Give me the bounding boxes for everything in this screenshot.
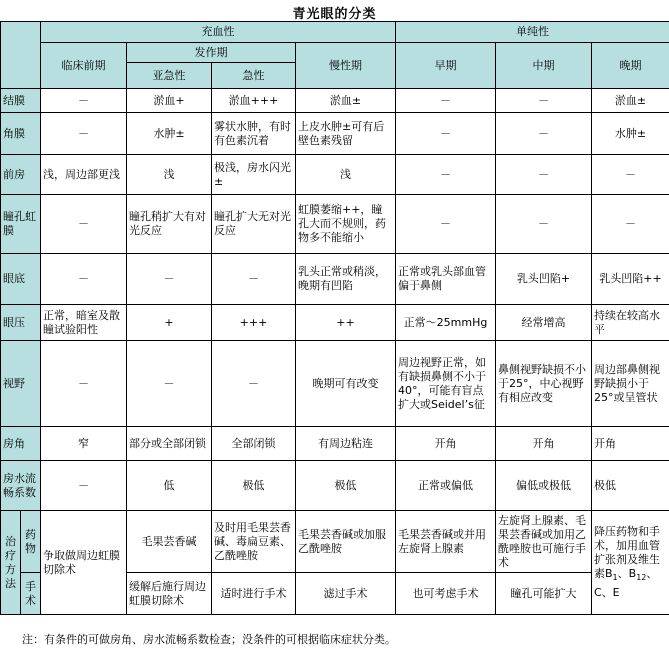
header-acute: 急性 [212, 63, 296, 89]
row-label: 房水流畅系数 [1, 461, 41, 511]
header-early: 早期 [396, 43, 496, 89]
cell: 浅 [296, 155, 396, 195]
cell: 正常～25mmHg [396, 305, 496, 341]
header-simple: 单纯性 [396, 22, 669, 43]
cell: 周边部鼻侧视野缺损小于25°或呈管状 [592, 341, 669, 427]
surgery-label: 手术 [21, 573, 41, 615]
cell: － [41, 195, 127, 254]
cell: － [396, 195, 496, 254]
row-label: 眼底 [1, 254, 41, 305]
row-label: 瞳孔虹膜 [1, 195, 41, 254]
header-late: 晚期 [592, 43, 669, 89]
cell: 也可考虑手术 [396, 573, 496, 615]
cell: － [41, 341, 127, 427]
cell: 窄 [41, 427, 127, 461]
cell: － [396, 155, 496, 195]
cell: 正常，暗室及散瞳试验阳性 [41, 305, 127, 341]
row-outflow [1, 461, 669, 511]
cell: － [212, 341, 296, 427]
cell: ++ [296, 305, 396, 341]
cell: 毛果芸香碱或并用左旋肾上腺素 [396, 511, 496, 573]
cell: 部分或全部闭锁 [127, 427, 212, 461]
cell: 浅 [127, 155, 212, 195]
cell: 开角 [496, 427, 592, 461]
cell: － [496, 155, 592, 195]
cell: － [496, 113, 592, 155]
row-label: 眼压 [1, 305, 41, 341]
cell: 水肿± [127, 113, 212, 155]
cell: 适时进行手术 [212, 573, 296, 615]
cell: 乳头凹陷++ [592, 254, 669, 305]
cell: － [41, 89, 127, 113]
cell: 鼻侧视野缺损不小于25°，中心视野有相应改变 [496, 341, 592, 427]
cell: 浅，周边部更浅 [41, 155, 127, 195]
row-angle [1, 427, 669, 461]
cell: 上皮水肿±可有后壁色素残留 [296, 113, 396, 155]
row-pupil [1, 195, 669, 254]
cell: － [396, 89, 496, 113]
cell: 及时用毛果芸香碱、毒扁豆素、乙酰唑胺 [212, 511, 296, 573]
cell: － [592, 155, 669, 195]
cell: +++ [212, 305, 296, 341]
header-attack: 发作期 [127, 43, 296, 63]
row-treatment-drug [1, 511, 669, 573]
treatment-prodromal: 争取做周边虹膜切除术 [41, 511, 127, 615]
cell: － [212, 254, 296, 305]
cell: 乳头正常或稍淡，晚期有凹陷 [296, 254, 396, 305]
cell: 经常增高 [496, 305, 592, 341]
cell: 虹膜萎缩++，瞳孔大而不规则，药物多不能缩小 [296, 195, 396, 254]
row-label: 房角 [1, 427, 41, 461]
row-conjunctiva [1, 89, 669, 113]
cell: 毛果芸香碱或加服乙酰唑胺 [296, 511, 396, 573]
cell: 淤血+++ [212, 89, 296, 113]
cell: 开角 [592, 427, 669, 461]
row-label: 前房 [1, 155, 41, 195]
corner-header [1, 22, 41, 89]
cell: 偏低或极低 [496, 461, 592, 511]
cell: 持续在较高水平 [592, 305, 669, 341]
cell: 水肿± [592, 113, 669, 155]
cell: 晚期可有改变 [296, 341, 396, 427]
header-prodromal: 临床前期 [41, 43, 127, 89]
treatment-label: 治疗方法 [1, 511, 21, 615]
footnote: 注：有条件的可做房角、房水流畅系数检查；没条件的可根据临床症状分类。 [22, 633, 396, 646]
cell: － [41, 461, 127, 511]
cell: － [41, 254, 127, 305]
cell: 淤血+ [127, 89, 212, 113]
row-fundus [1, 254, 669, 305]
cell: + [127, 305, 212, 341]
row-label: 结膜 [1, 89, 41, 113]
cell: 瞳孔可能扩大 [496, 573, 592, 615]
row-label: 视野 [1, 341, 41, 427]
cell: 滤过手术 [296, 573, 396, 615]
row-anterior-chamber [1, 155, 669, 195]
cell: 瞳孔稍扩大有对光反应 [127, 195, 212, 254]
cell: 有周边粘连 [296, 427, 396, 461]
cell: 低 [127, 461, 212, 511]
cell: 开角 [396, 427, 496, 461]
cell: － [127, 341, 212, 427]
cell: 雾状水肿，有时有色素沉着 [212, 113, 296, 155]
cell: － [496, 195, 592, 254]
row-visual-field [1, 341, 669, 427]
drug-label: 药物 [21, 511, 41, 573]
treatment-late: 降压药物和手术，加用血管扩张剂及维生素$B_1$、$B_{12}$、C、E [592, 511, 669, 615]
cell: 周边视野正常，如有缺损鼻侧不小于40°，可能有盲点扩大或Seidel’s征 [396, 341, 496, 427]
cell: 乳头凹陷+ [496, 254, 592, 305]
cell: 毛果芸香碱 [127, 511, 212, 573]
cell: 缓解后施行周边虹膜切除术 [127, 573, 212, 615]
glaucoma-classification-table [0, 21, 669, 615]
cell: 极浅，房水闪光± [212, 155, 296, 195]
cell: － [496, 89, 592, 113]
cell: 极低 [212, 461, 296, 511]
cell: － [396, 113, 496, 155]
cell: 正常或乳头部血管偏于鼻侧 [396, 254, 496, 305]
row-cornea [1, 113, 669, 155]
header-congestive: 充血性 [41, 22, 396, 43]
cell: － [592, 195, 669, 254]
row-label: 角膜 [1, 113, 41, 155]
cell: 淤血± [296, 89, 396, 113]
cell: － [127, 254, 212, 305]
header-chronic: 慢性期 [296, 43, 396, 89]
cell: 左旋肾上腺素、毛果芸香碱或加用乙酰唑胺也可施行手术 [496, 511, 592, 573]
cell: 淤血± [592, 89, 669, 113]
cell: 极低 [296, 461, 396, 511]
cell: 正常或偏低 [396, 461, 496, 511]
row-iop [1, 305, 669, 341]
cell: 瞳孔扩大无对光反应 [212, 195, 296, 254]
header-subacute: 亚急性 [127, 63, 212, 89]
cell: － [41, 113, 127, 155]
cell: 极低 [592, 461, 669, 511]
cell: 全部闭锁 [212, 427, 296, 461]
page-title: 青光眼的分类 [292, 7, 377, 22]
header-middle: 中期 [496, 43, 592, 89]
